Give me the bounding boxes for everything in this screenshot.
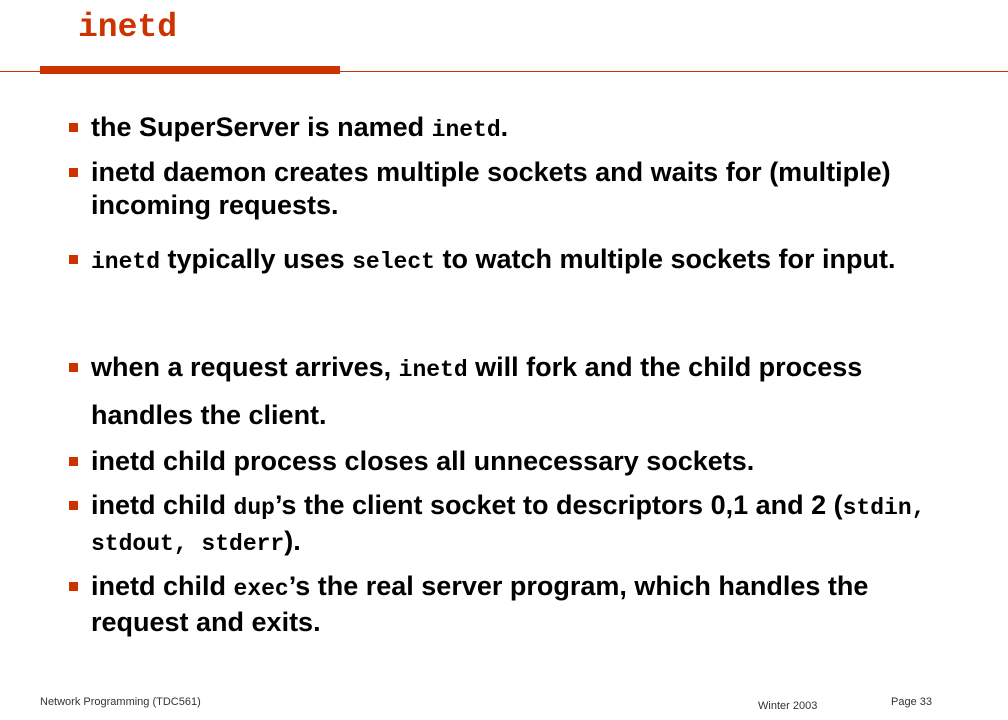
bullet-text <box>91 352 862 430</box>
square-bullet-icon <box>69 582 78 591</box>
footer-course: Network Programming (TDC561) <box>40 696 201 708</box>
bullet-text-segment: the SuperServer is named <box>91 112 432 142</box>
bullet-text <box>91 244 896 274</box>
bullet-text-segment: ’s the real server program, which handles the request and exits. <box>91 571 869 637</box>
bullet-text-segment: inetd child <box>91 571 234 601</box>
title-accent-bar <box>40 66 340 74</box>
bullet-item <box>62 345 962 438</box>
bullet-item <box>62 237 962 285</box>
square-bullet-icon <box>69 363 78 372</box>
code-term: inetd <box>398 357 468 383</box>
bullet-text-segment: will fork and the child process handles the client. <box>91 352 863 430</box>
square-bullet-icon <box>69 255 78 264</box>
code-term: select <box>352 249 435 275</box>
square-bullet-icon <box>69 457 78 466</box>
square-bullet-icon <box>69 501 78 510</box>
bullet-text <box>91 490 925 556</box>
code-term: stdin, stdout, stderr <box>91 495 926 557</box>
bullet-text-segment: inetd child <box>91 490 234 520</box>
bullet-text-segment: to watch multiple sockets for input. <box>434 244 896 274</box>
footer-page-number: Page 33 <box>891 696 932 708</box>
footer-term: Winter 2003 <box>758 700 818 712</box>
bullet-text-segment: ). <box>284 526 301 556</box>
bullet-item <box>62 570 962 639</box>
bullet-text <box>91 157 891 220</box>
square-bullet-icon <box>69 123 78 132</box>
bullet-text-segment: inetd daemon creates multiple sockets and waits for (multiple) incoming requests. <box>91 157 891 220</box>
code-term: dup <box>233 495 275 521</box>
code-term: exec <box>233 576 289 602</box>
bullet-text-segment: typically uses <box>160 244 353 274</box>
bullet-text-segment: . <box>500 112 509 142</box>
bullet-text-segment: ’s the client socket to descriptors 0,1 and 2 ( <box>274 490 843 520</box>
bullet-text-segment: when a request arrives, <box>91 352 399 382</box>
bullet-item <box>62 489 962 561</box>
code-term: inetd <box>91 249 161 275</box>
square-bullet-icon <box>69 168 78 177</box>
bullet-item <box>62 156 962 222</box>
bullet-text <box>91 112 508 142</box>
slide-title: inetd <box>78 9 178 46</box>
bullet-item <box>62 445 962 478</box>
bullet-text-segment: inetd child process closes all unnecessary sockets. <box>91 446 755 476</box>
bullet-text <box>91 571 868 637</box>
code-term: inetd <box>431 117 501 143</box>
bullet-text <box>91 446 754 476</box>
bullet-item <box>62 111 962 147</box>
